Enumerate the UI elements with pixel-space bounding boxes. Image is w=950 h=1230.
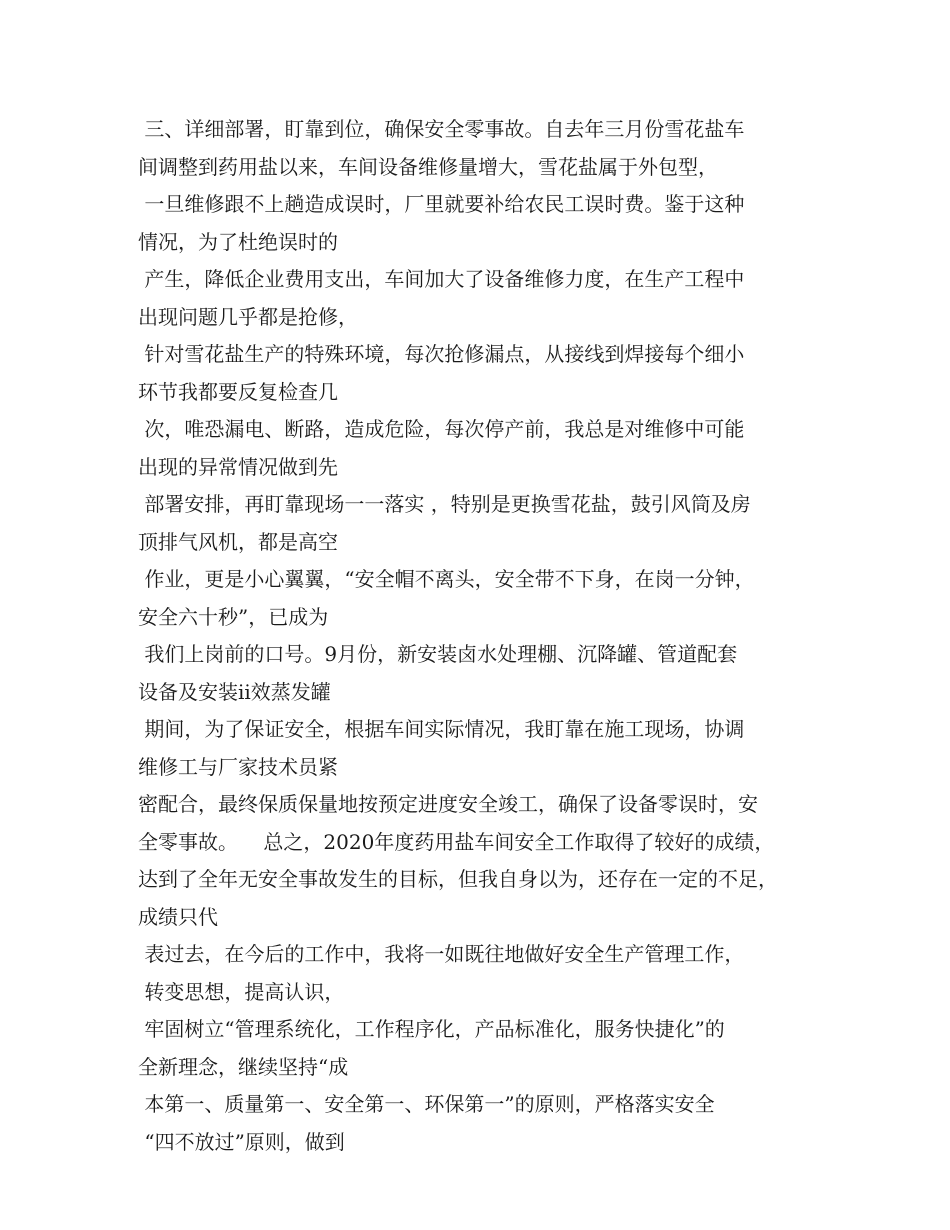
text-line: 三、详细部署，盯靠到位，确保安全零事故。自去年三月份雪花盐车	[138, 117, 745, 141]
text-line: 间调整到药用盐以来，车间设备维修量增大，雪花盐属于外包型，	[138, 154, 718, 179]
text-line: 一旦维修跟不上趟造成误时，厂里就要补给农民工误时费。鉴于这种	[138, 192, 745, 216]
text-line: 作业，更是小心翼翼，“安全帽不离头，安全带不下身，在岗一分钟，	[138, 567, 755, 591]
text-line: 表过去，在今后的工作中，我将一如既往地做好安全生产管理工作，	[138, 942, 745, 966]
text-line: 达到了全年无安全事故发生的目标，但我自身以为，还存在一定的不足，	[138, 867, 778, 891]
text-line: 部署安排，再盯靠现场一一落实 ，特别是更换雪花盐，鼓引风筒及房	[138, 492, 751, 516]
text-line: 维修工与厂家技术员紧	[138, 754, 338, 779]
text-line: 成绩只代	[138, 904, 218, 929]
text-line: 转变思想，提高认识，	[138, 979, 345, 1004]
text-line: 产生，降低企业费用支出，车间加大了设备维修力度，在生产工程中	[138, 267, 745, 291]
text-line: 全新理念，继续坚持“成	[138, 1054, 349, 1079]
text-line: 情况，为了杜绝误时的	[138, 229, 338, 254]
text-line: 环节我都要反复检查几	[138, 379, 338, 404]
text-line: 期间，为了保证安全，根据车间实际情况，我盯靠在施工现场，协调	[138, 717, 745, 741]
text-line: 我们上岗前的口号。9月份，新安装卤水处理棚、沉降罐、管道配套	[138, 642, 738, 666]
text-line: “四不放过”原则，做到	[138, 1129, 345, 1154]
text-line: 针对雪花盐生产的特殊环境，每次抢修漏点，从接线到焊接每个细小	[138, 342, 745, 366]
text-line: 安全六十秒”，已成为	[138, 604, 329, 629]
text-line: 设备及安装ii效蒸发罐	[138, 679, 331, 704]
text-line: 顶排气风机，都是高空	[138, 529, 338, 554]
text-line: 牢固树立“管理系统化，工作程序化，产品标准化，服务快捷化”的	[138, 1017, 725, 1041]
text-line: 次，唯恐漏电、断路，造成危险，每次停产前，我总是对维修中可能	[138, 417, 745, 441]
text-line: 全零事故。 总之，2020年度药用盐车间安全工作取得了较好的成绩，	[138, 829, 775, 854]
text-line: 密配合，最终保质保量地按预定进度安全竣工，确保了设备零误时，安	[138, 792, 758, 816]
body-text	[138, 111, 828, 1161]
text-line: 出现的异常情况做到先	[138, 454, 338, 479]
text-line: 出现问题几乎都是抢修，	[138, 304, 358, 329]
text-line: 本第一、质量第一、安全第一、环保第一”的原则，严格落实安全	[138, 1092, 715, 1116]
